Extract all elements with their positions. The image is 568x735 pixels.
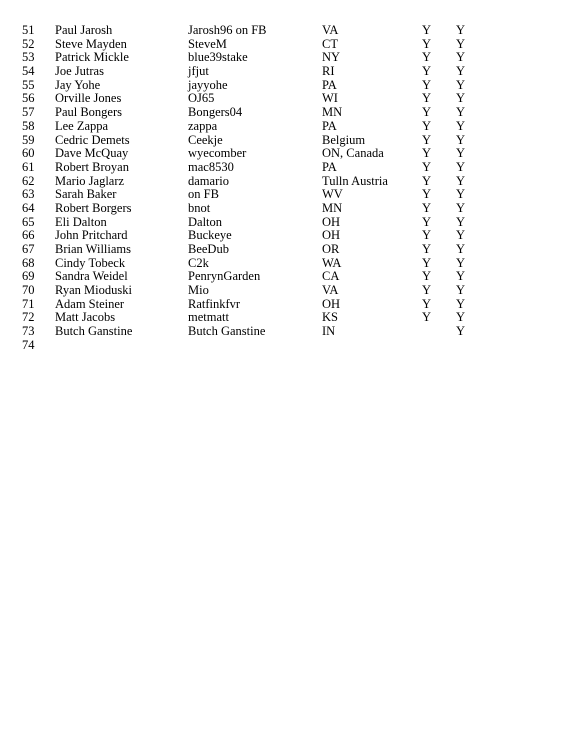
member-handle: OJ65 — [188, 91, 215, 106]
row-number: 62 — [22, 173, 35, 188]
member-handle: Bongers04 — [188, 105, 243, 120]
member-location: NY — [322, 50, 341, 65]
table-row — [0, 243, 568, 257]
table-row — [0, 311, 568, 325]
table-row — [0, 65, 568, 79]
flag-column-2: Y — [456, 118, 466, 133]
table-row — [0, 51, 568, 65]
member-location: PA — [322, 159, 337, 174]
table-row — [0, 92, 568, 106]
member-location: ON, Canada — [322, 146, 384, 161]
member-name: Orville Jones — [55, 91, 122, 106]
table-row — [0, 202, 568, 216]
member-location: OH — [322, 296, 341, 311]
flag-column-2: Y — [456, 159, 466, 174]
flag-column-2: Y — [456, 23, 466, 37]
flag-column-2: Y — [456, 310, 466, 325]
member-name: Jay Yohe — [55, 77, 101, 92]
flag-column-2: Y — [456, 50, 466, 65]
member-handle: bnot — [188, 200, 211, 215]
flag-column-2: Y — [456, 228, 466, 243]
member-location: Tulln Austria — [322, 173, 388, 188]
flag-column-2: Y — [456, 187, 466, 202]
flag-column-2: Y — [456, 296, 466, 311]
member-handle: wyecomber — [188, 146, 247, 161]
member-name: Robert Broyan — [55, 159, 129, 174]
row-number: 68 — [22, 255, 35, 270]
table-row — [0, 24, 568, 38]
flag-column-2: Y — [456, 91, 466, 106]
row-number: 65 — [22, 214, 35, 229]
flag-column-2: Y — [456, 132, 466, 147]
table-row — [0, 134, 568, 148]
table-row — [0, 216, 568, 230]
table-row — [0, 257, 568, 271]
row-number: 57 — [22, 105, 35, 120]
flag-column-1: Y — [422, 64, 432, 79]
member-location: Belgium — [322, 132, 366, 147]
flag-column-1: Y — [422, 200, 432, 215]
row-number: 69 — [22, 269, 35, 284]
member-handle: mac8530 — [188, 159, 234, 174]
member-location: IN — [322, 324, 336, 339]
flag-column-1: Y — [422, 255, 432, 270]
member-name: Paul Jarosh — [55, 23, 113, 37]
row-number: 59 — [22, 132, 35, 147]
member-location: OH — [322, 228, 341, 243]
member-name: Steve Mayden — [55, 36, 127, 51]
row-number: 61 — [22, 159, 35, 174]
flag-column-1: Y — [422, 36, 432, 51]
member-name: Lee Zappa — [55, 118, 109, 133]
member-location: WA — [322, 255, 342, 270]
member-name: Dave McQuay — [55, 146, 129, 161]
member-handle: Jarosh96 on FB — [188, 23, 267, 37]
flag-column-2: Y — [456, 242, 466, 256]
member-name: Matt Jacobs — [55, 310, 116, 325]
row-number: 73 — [22, 324, 35, 339]
flag-column-1: Y — [422, 269, 432, 284]
member-handle: jfjut — [188, 64, 209, 79]
row-number: 51 — [22, 23, 35, 37]
row-number: 56 — [22, 91, 35, 106]
member-name: Eli Dalton — [55, 214, 107, 229]
row-number: 60 — [22, 146, 35, 161]
flag-column-1: Y — [422, 228, 432, 243]
table-row — [0, 339, 568, 353]
member-handle: Dalton — [188, 214, 223, 229]
table-row — [0, 175, 568, 189]
flag-column-1: Y — [422, 132, 432, 147]
member-name: Cindy Tobeck — [55, 255, 126, 270]
table-row — [0, 298, 568, 312]
member-handle: on FB — [188, 187, 219, 202]
member-handle: Butch Ganstine — [188, 324, 266, 339]
flag-column-1: Y — [422, 118, 432, 133]
flag-column-2: Y — [456, 214, 466, 229]
flag-column-1: Y — [422, 91, 432, 106]
flag-column-2: Y — [456, 77, 466, 92]
member-handle: C2k — [188, 255, 209, 270]
flag-column-1: Y — [422, 159, 432, 174]
flag-column-2: Y — [456, 146, 466, 161]
member-name: Mario Jaglarz — [55, 173, 125, 188]
flag-column-1: Y — [422, 77, 432, 92]
member-location: OH — [322, 214, 341, 229]
flag-column-1: Y — [422, 242, 432, 256]
flag-column-1: Y — [422, 105, 432, 120]
table-row — [0, 284, 568, 298]
flag-column-1: Y — [422, 23, 432, 37]
row-number: 58 — [22, 118, 35, 133]
member-handle: Mio — [188, 283, 209, 298]
member-handle: SteveM — [188, 36, 227, 51]
row-number: 53 — [22, 50, 35, 65]
member-location: WV — [322, 187, 343, 202]
member-name: Adam Steiner — [55, 296, 125, 311]
table-row — [0, 38, 568, 52]
flag-column-2: Y — [456, 200, 466, 215]
table-row — [0, 188, 568, 202]
flag-column-2: Y — [456, 255, 466, 270]
flag-column-2: Y — [456, 269, 466, 284]
flag-column-2: Y — [456, 324, 466, 339]
row-number: 72 — [22, 310, 35, 325]
row-number: 66 — [22, 228, 35, 243]
member-handle: BeeDub — [188, 242, 229, 256]
table-row — [0, 106, 568, 120]
row-number: 52 — [22, 36, 35, 51]
flag-column-2: Y — [456, 64, 466, 79]
flag-column-1: Y — [422, 187, 432, 202]
flag-column-2: Y — [456, 105, 466, 120]
flag-column-1: Y — [422, 146, 432, 161]
member-handle: zappa — [188, 118, 218, 133]
member-location: MN — [322, 105, 343, 120]
member-location: VA — [322, 23, 339, 37]
member-location: CT — [322, 36, 338, 51]
member-name: Brian Williams — [55, 242, 131, 256]
row-number: 64 — [22, 200, 35, 215]
member-handle: damario — [188, 173, 229, 188]
row-number: 67 — [22, 242, 35, 256]
member-handle: PenrynGarden — [188, 269, 261, 284]
member-name: Joe Jutras — [55, 64, 104, 79]
member-location: WI — [322, 91, 338, 106]
member-name: John Pritchard — [55, 228, 128, 243]
flag-column-2: Y — [456, 283, 466, 298]
member-name: Sarah Baker — [55, 187, 117, 202]
flag-column-1: Y — [422, 173, 432, 188]
row-number: 55 — [22, 77, 35, 92]
member-handle: metmatt — [188, 310, 229, 325]
row-number: 74 — [22, 337, 35, 352]
member-location: VA — [322, 283, 339, 298]
member-name: Robert Borgers — [55, 200, 132, 215]
member-name: Butch Ganstine — [55, 324, 133, 339]
table-row — [0, 79, 568, 93]
table-row — [0, 147, 568, 161]
member-location: CA — [322, 269, 340, 284]
member-handle: Ceekje — [188, 132, 223, 147]
row-number: 71 — [22, 296, 35, 311]
member-location: OR — [322, 242, 340, 256]
table-row — [0, 161, 568, 175]
row-number: 70 — [22, 283, 35, 298]
flag-column-2: Y — [456, 36, 466, 51]
member-handle: jayyohe — [188, 77, 228, 92]
row-number: 63 — [22, 187, 35, 202]
member-location: KS — [322, 310, 338, 325]
table-row — [0, 229, 568, 243]
member-handle: blue39stake — [188, 50, 248, 65]
flag-column-1: Y — [422, 310, 432, 325]
flag-column-2: Y — [456, 173, 466, 188]
roster-table — [0, 24, 568, 353]
member-handle: Ratfinkfvr — [188, 296, 241, 311]
flag-column-1: Y — [422, 214, 432, 229]
member-name: Patrick Mickle — [55, 50, 129, 65]
flag-column-1: Y — [422, 50, 432, 65]
member-name: Ryan Mioduski — [55, 283, 132, 298]
member-location: RI — [322, 64, 335, 79]
table-row — [0, 325, 568, 339]
member-name: Sandra Weidel — [55, 269, 128, 284]
member-location: MN — [322, 200, 343, 215]
member-location: PA — [322, 77, 337, 92]
table-row — [0, 120, 568, 134]
flag-column-1: Y — [422, 283, 432, 298]
member-handle: Buckeye — [188, 228, 232, 243]
flag-column-1: Y — [422, 296, 432, 311]
row-number: 54 — [22, 64, 35, 79]
member-name: Paul Bongers — [55, 105, 123, 120]
table-row — [0, 270, 568, 284]
member-location: PA — [322, 118, 337, 133]
member-name: Cedric Demets — [55, 132, 130, 147]
